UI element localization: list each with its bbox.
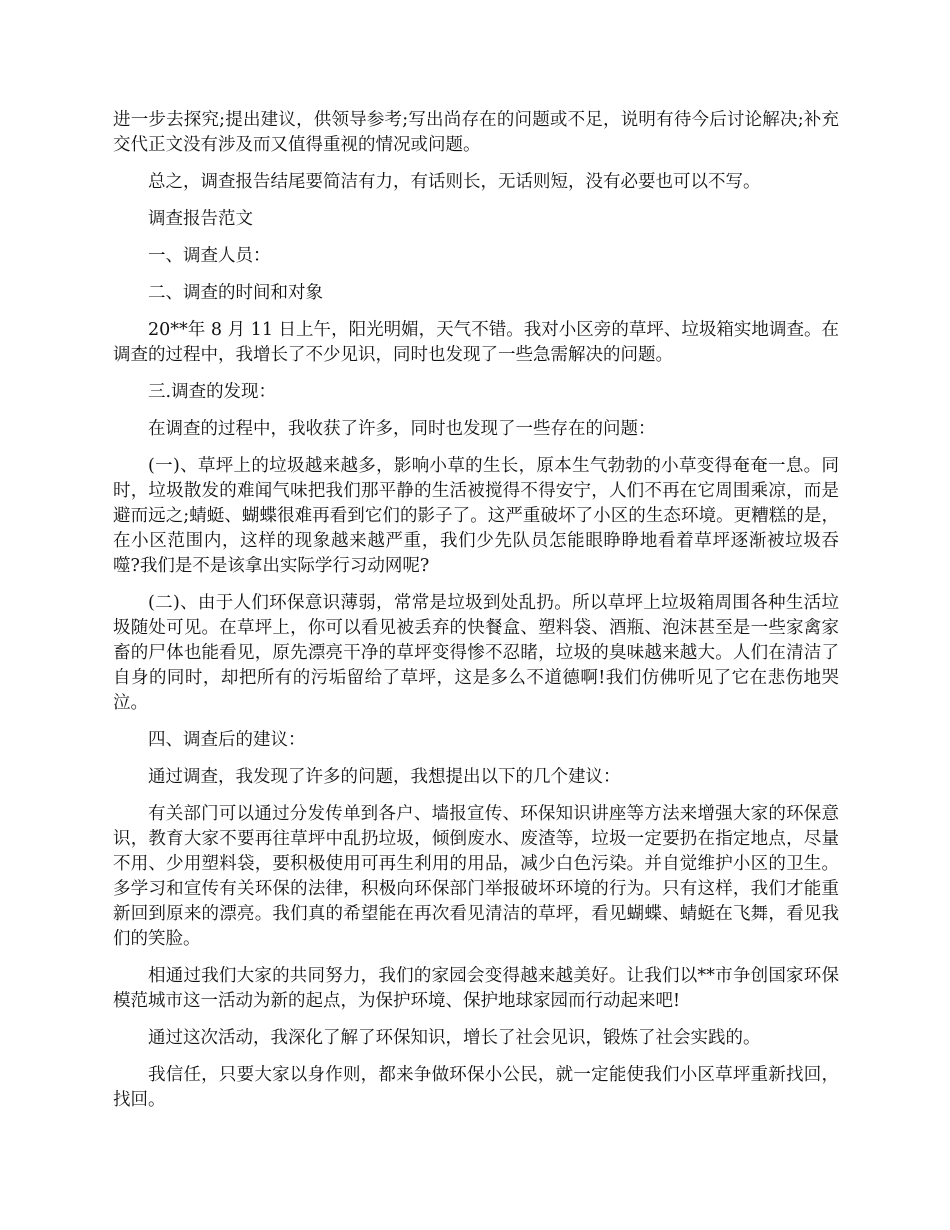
document-page <box>113 108 839 1125</box>
heading-findings: 三.调查的发现： <box>148 382 277 402</box>
heading-time-and-subject: 二、调查的时间和对象 <box>148 283 323 303</box>
paragraph-conclusion: 我信任，只要大家以身作则，都来争做环保小公民，就一定能使我们小区草坪重新找回，找回。 <box>113 1065 839 1110</box>
section-title: 调查报告范文 <box>148 209 253 229</box>
paragraph-finding-2: (二)、由于人们环保意识薄弱，常常是垃圾到处乱扔。所以草坪上垃圾箱周围各种生活垃圾随处可见。在草坪上，你可以看见被丢弃的快餐盒、塑料袋、酒瓶、泡沫甚至是一些家禽家畜的尸体也能看见，原先漂亮干净的草坪变得惨不忍睹，垃圾的臭味越来越大。人们在清洁了自身的同时，却把所有的污垢留给了草坪，这是多么不道德啊!我们仿佛听见了它在悲伤地哭泣。 <box>113 593 839 713</box>
heading-suggestions: 四、调查后的建议： <box>148 730 306 750</box>
paragraph-1: 进一步去探究;提出建议，供领导参考;写出尚存在的问题或不足，说明有待今后讨论解决;补充交代正文没有涉及而又值得重视的情况或问题。 <box>113 110 839 155</box>
paragraph-call-to-action: 相通过我们大家的共同努力，我们的家园会变得越来越美好。让我们以**市争创国家环保模范城市这一活动为新的起点，为保护环境、保护地球家园而行动起来吧! <box>113 966 839 1011</box>
paragraph-finding-1: (一)、草坪上的垃圾越来越多，影响小草的生长，原本生气勃勃的小草变得奄奄一息。同时，垃圾散发的难闻气味把我们那平静的生活被搅得不得安宁，人们不再在它周围乘凉，而是避而远之;蜻蜓、蝴蝶很难再看到它们的影子了。这严重破坏了小区的生态环境。更糟糕的是，在小区范围内，这样的现象越来越严重，我们少先队员怎能眼睁睁地看着草坪逐渐被垃圾吞噬?我们是不是该拿出实际学行习动网呢? <box>113 456 839 576</box>
paragraph-suggestions-intro: 通过调查，我发现了许多的问题，我想提出以下的几个建议： <box>148 767 621 787</box>
paragraph-suggestion-detail: 有关部门可以通过分发传单到各户、墙报宣传、环保知识讲座等方法来增强大家的环保意识，教育大家不要再往草坪中乱扔垃圾，倾倒废水、废渣等，垃圾一定要扔在指定地点，尽量不用、少用塑料袋，要积极使用可再生利用的用品，减少白色污染。并自觉维护小区的卫生。多学习和宣传有关环保的法律，积极向环保部门举报破坏环境的行为。只有这样，我们才能重新回到原来的漂亮。我们真的希望能在再次看见清洁的草坪，看见蝴蝶、蜻蜓在飞舞，看见我们的笑脸。 <box>113 804 839 949</box>
heading-investigators: 一、调查人员： <box>148 246 271 266</box>
paragraph-findings-intro: 在调查的过程中，我收获了许多，同时也发现了一些存在的问题： <box>148 419 656 439</box>
paragraph-reflection: 通过这次活动，我深化了解了环保知识，增长了社会见识，锻炼了社会实践的。 <box>148 1028 761 1048</box>
paragraph-2: 总之，调查报告结尾要简洁有力，有话则长，无话则短，没有必要也可以不写。 <box>148 172 761 192</box>
paragraph-date: 20**年 8 月 11 日上午，阳光明媚，天气不错。我对小区旁的草坪、垃圾箱实地调查。在调查的过程中，我增长了不少见识，同时也发现了一些急需解决的问题。 <box>113 320 839 365</box>
